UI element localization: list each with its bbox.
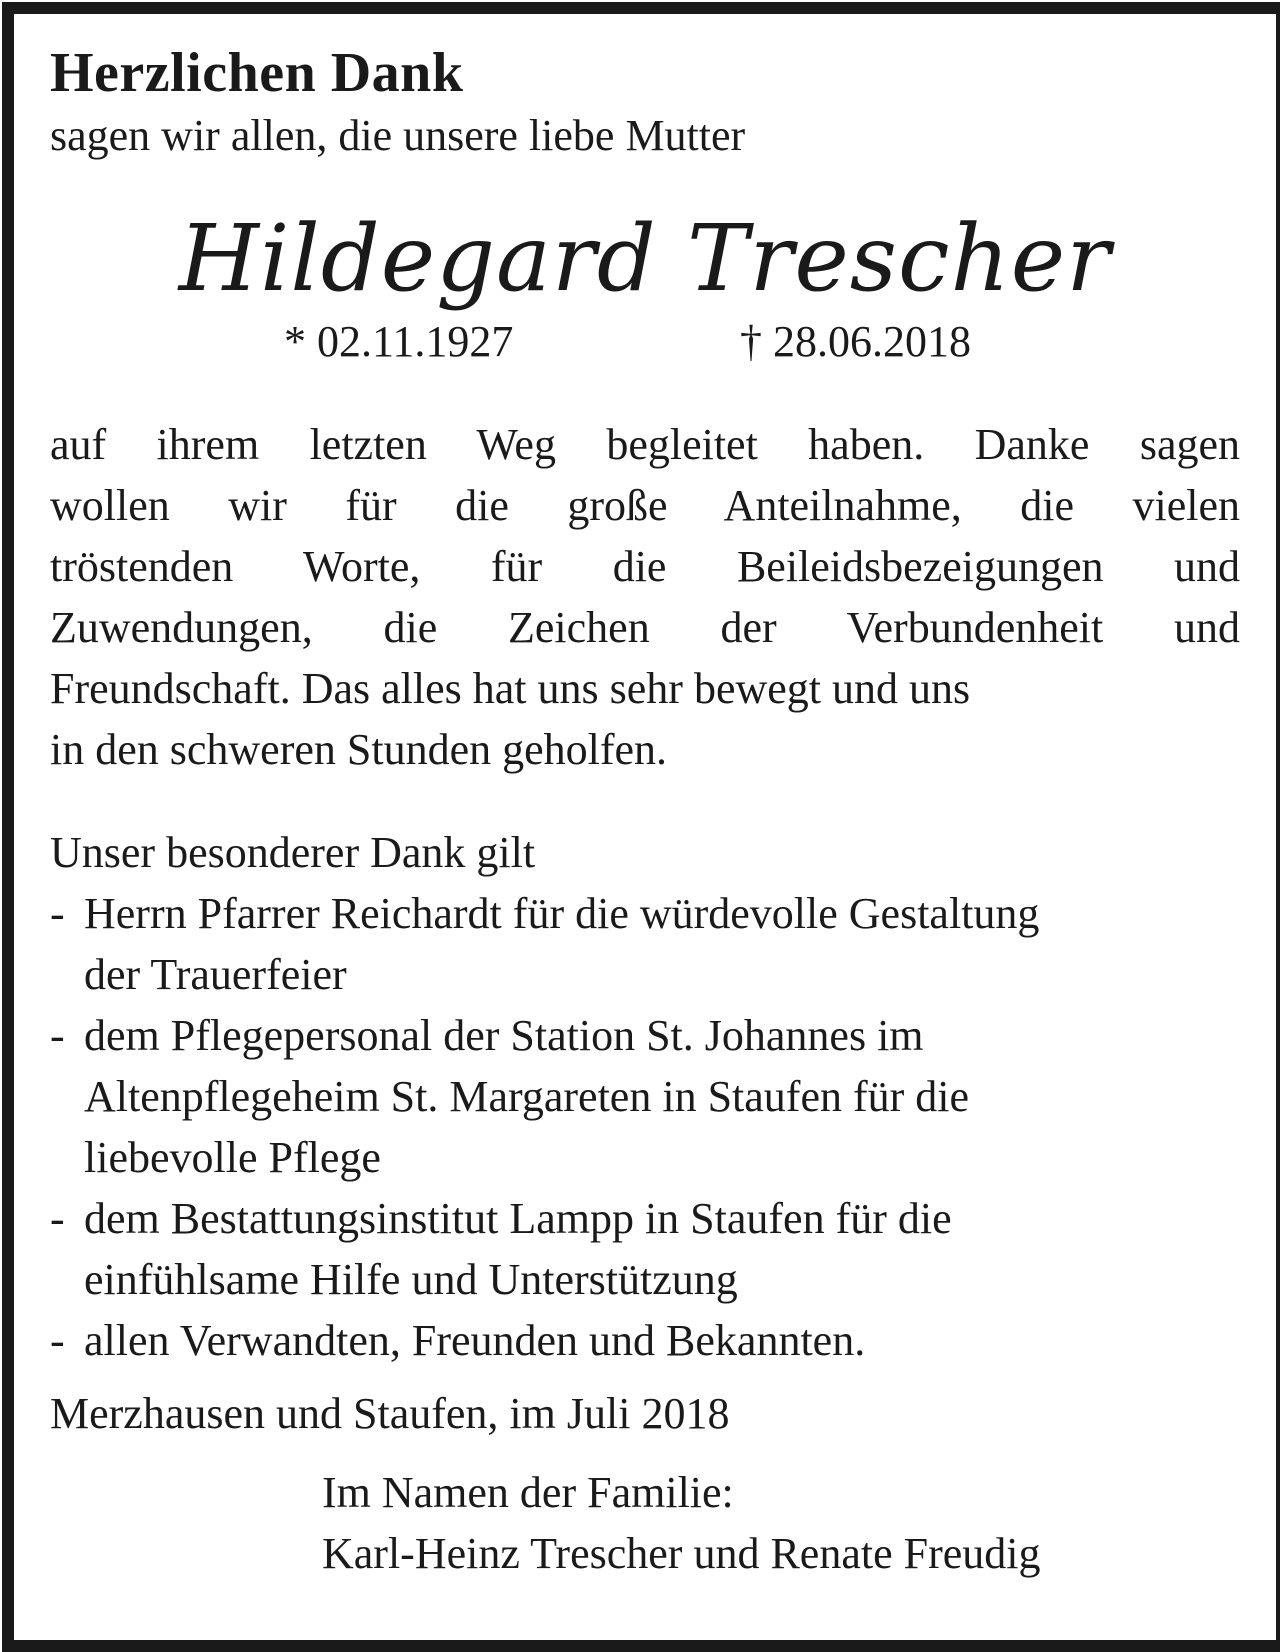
notice-content [50,40,1240,1584]
place-date: Merzhausen und Staufen, im Juli 2018 [50,1389,730,1438]
list-dash: - [50,1011,65,1060]
death-date: † 28.06.2018 [740,317,971,366]
intro-text: sagen wir allen, die unsere liebe Mutter [50,111,746,160]
list-item-line: Herrn Pfarrer Reichardt für die würdevolle Gestaltung [84,889,1040,938]
life-dates [50,314,1240,370]
list-dash: - [50,889,65,938]
paragraph-line: tröstenden Worte, für die Beileidsbezeigungen und [50,542,1240,591]
list-item [50,883,1240,1005]
birth-date: * 02.11.1927 [284,317,514,366]
thanks-paragraph [50,414,1240,780]
signature-line: Im Namen der Familie: [322,1468,734,1517]
list-item [50,1005,1240,1188]
paragraph-line: in den schweren Stunden geholfen. [50,725,668,774]
paragraph-line: Zuwendungen, die Zeichen der Verbundenheit und [50,603,1240,652]
list-item-line: allen Verwandten, Freunden und Bekannten. [84,1316,866,1365]
thanks-list [50,883,1240,1371]
notice-frame [2,2,1280,1652]
list-item [50,1188,1240,1310]
signature-block [322,1462,1240,1584]
list-item-line: einfühlsame Hilfe und Unterstützung [84,1255,738,1304]
deceased-name: Hildegard Trescher [178,205,1112,312]
paragraph-line: Freundschaft. Das alles hat uns sehr bewegt und uns [50,664,971,713]
list-item [50,1310,1240,1371]
list-item-line: der Trauerfeier [84,950,347,999]
list-item-line: dem Pflegepersonal der Station St. Johannes im [84,1011,924,1060]
notice-heading: Herzlichen Dank [50,42,464,104]
paragraph-line: wollen wir für die große Anteilnahme, die vielen [50,481,1240,530]
list-item-line: dem Bestattungsinstitut Lampp in Staufen für die [84,1194,952,1243]
list-dash: - [50,1316,65,1365]
list-dash: - [50,1194,65,1243]
paragraph-line: auf ihrem letzten Weg begleitet haben. Danke sagen [50,420,1240,469]
list-item-line: Altenpflegeheim St. Margareten in Staufen für die [84,1072,970,1121]
signature-names: Karl-Heinz Trescher und Renate Freudig [322,1529,1041,1578]
special-thanks-heading: Unser besonderer Dank gilt [50,828,536,877]
list-item-line: liebevolle Pflege [84,1133,381,1182]
